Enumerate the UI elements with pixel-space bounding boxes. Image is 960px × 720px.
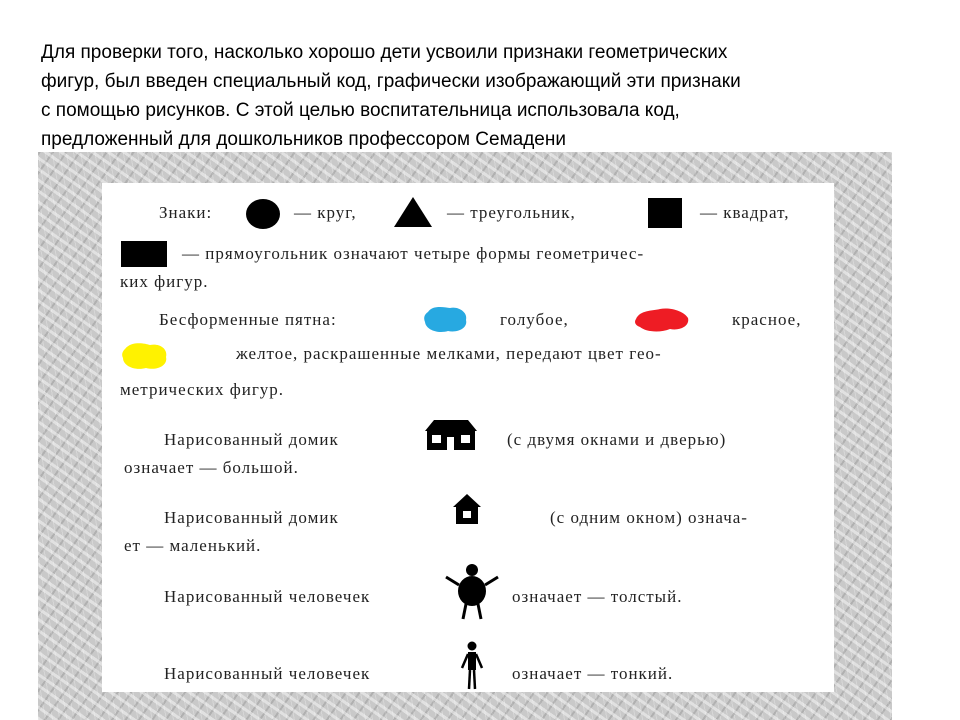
blue-blob-icon [422,304,470,334]
red-label: красное, [732,310,802,329]
intro-line: фигур, был введен специальный код, графически изображающий эти признаки [41,71,741,92]
signs-ending: ких фигур. [120,272,209,291]
blobs-line-3: метрических фигур. [120,380,285,399]
house-big-lead: Нарисованный домик [164,430,339,449]
house-big-meaning: означает — большой. [124,458,299,477]
yellow-blob-icon [120,339,170,373]
blobs-line-2: желтое, раскрашенные мелками, передают цвет гео- [236,344,662,363]
circle-meaning: — круг, [294,203,357,222]
man-thin-desc: означает — тонкий. [512,664,674,683]
signs-label: Знаки: [159,203,213,222]
triangle-icon [392,195,434,229]
blobs-label: Бесформенные пятна: [159,310,337,329]
scanned-page [102,183,834,692]
small-house-icon [452,493,482,525]
thin-man-icon [460,641,484,691]
intro-line: Для проверки того, насколько хорошо дети усвоили признаки геометрических [41,42,728,63]
square-meaning: — квадрат, [700,203,790,222]
house-small-lead: Нарисованный домик [164,508,339,527]
man-fat-lead: Нарисованный человечек [164,587,371,606]
circle-icon [244,197,282,231]
big-house-icon [424,419,478,451]
house-small-desc: (с одним окном) означа- [550,508,748,527]
red-blob-icon [632,305,692,335]
intro-line: с помощью рисунков. С этой целью воспитательница использовала код, [41,100,680,121]
rectangle-icon [120,240,168,268]
house-big-desc: (с двумя окнами и дверью) [507,430,727,449]
intro-line: предложенный для дошкольников профессором Семадени [41,129,566,150]
fat-man-icon [442,563,502,621]
man-fat-desc: означает — толстый. [512,587,683,606]
square-icon [647,197,683,229]
triangle-meaning: — треугольник, [447,203,576,222]
intro-paragraph [41,38,941,154]
blue-label: голубое, [500,310,569,329]
man-thin-lead: Нарисованный человечек [164,664,371,683]
rectangle-meaning: — прямоугольник означают четыре формы геометричес- [182,244,645,263]
house-small-meaning: ет — маленький. [124,536,262,555]
